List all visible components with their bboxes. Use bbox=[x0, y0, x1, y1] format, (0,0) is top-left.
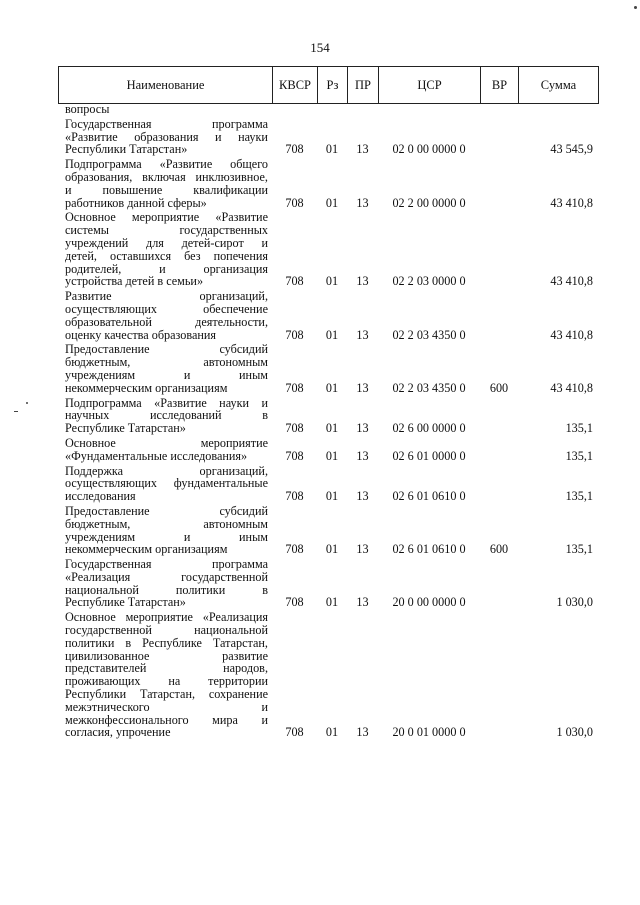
column-header-vr: ВР bbox=[481, 67, 519, 104]
word: и bbox=[261, 699, 268, 714]
name-line: Республике Татарстан» bbox=[65, 421, 186, 436]
word: организаций, bbox=[199, 289, 268, 304]
csr-cell: 20 0 01 0000 0 bbox=[392, 725, 466, 740]
pr-cell: 13 bbox=[356, 327, 369, 342]
word: системы bbox=[65, 223, 109, 238]
word: «Развитие bbox=[215, 210, 268, 225]
word: без bbox=[184, 248, 201, 263]
word: Поддержка bbox=[65, 463, 124, 478]
column-header-kvsr: КВСР bbox=[273, 67, 318, 104]
kvsr-cell: 708 bbox=[285, 489, 304, 504]
rz-cell: 01 bbox=[325, 142, 339, 157]
word: на bbox=[168, 674, 181, 689]
name-line bbox=[65, 518, 268, 531]
word: национальной bbox=[65, 582, 139, 597]
name-line: согласия, упрочение bbox=[65, 725, 171, 740]
word: учреждений bbox=[65, 235, 129, 250]
rz-cell: 01 bbox=[325, 542, 339, 557]
word: в bbox=[262, 582, 268, 597]
word: иным bbox=[239, 367, 268, 382]
name-line bbox=[65, 437, 268, 450]
word: общего bbox=[230, 157, 268, 172]
word: народов, bbox=[223, 661, 268, 676]
kvsr-cell: 708 bbox=[285, 725, 304, 740]
name-line bbox=[65, 171, 268, 184]
sum-cell: 43 545,9 bbox=[550, 142, 593, 157]
sum-cell: 135,1 bbox=[565, 448, 593, 463]
row-name bbox=[58, 558, 272, 609]
carry-over-row bbox=[58, 103, 603, 116]
pr-cell: 13 bbox=[356, 195, 369, 210]
name-line: Республики Татарстан» bbox=[65, 142, 188, 157]
scan-speck bbox=[26, 402, 28, 404]
word: межконфессионального bbox=[65, 712, 189, 727]
word: родителей, bbox=[65, 261, 122, 276]
name-line bbox=[65, 637, 268, 650]
word: мероприятие bbox=[131, 210, 200, 225]
rz-cell: 01 bbox=[325, 327, 339, 342]
pr-cell: 13 bbox=[356, 489, 369, 504]
table-row bbox=[58, 158, 603, 209]
column-header-pr: ПР bbox=[348, 67, 379, 104]
rz-cell: 01 bbox=[325, 725, 339, 740]
name-line: некоммерческим организациям bbox=[65, 542, 228, 557]
name-line bbox=[65, 250, 268, 263]
word: государственных bbox=[179, 223, 268, 238]
rz-cell: 01 bbox=[325, 595, 339, 610]
rz-cell: 01 bbox=[325, 489, 339, 504]
csr-cell: 02 6 01 0610 0 bbox=[392, 542, 466, 557]
column-header-rz: Рз bbox=[318, 67, 348, 104]
name-line bbox=[65, 701, 268, 714]
name-line bbox=[65, 505, 268, 518]
word: попечения bbox=[213, 248, 268, 263]
column-header-csr: ЦСР bbox=[379, 67, 481, 104]
row-name bbox=[58, 103, 272, 116]
table-row bbox=[58, 465, 603, 503]
csr-cell: 02 2 03 4350 0 bbox=[392, 327, 466, 342]
row-name bbox=[58, 158, 272, 209]
word: обеспечение bbox=[203, 301, 268, 316]
sum-cell: 135,1 bbox=[565, 489, 593, 504]
row-name bbox=[58, 505, 272, 556]
name-line: исследования bbox=[65, 489, 136, 504]
sum-cell: 1 030,0 bbox=[556, 595, 593, 610]
kvsr-cell: 708 bbox=[285, 195, 304, 210]
word: и bbox=[261, 235, 268, 250]
table-row bbox=[58, 397, 603, 435]
word: бюджетным, bbox=[65, 516, 131, 531]
rz-cell: 01 bbox=[325, 421, 339, 436]
word: субсидий bbox=[219, 503, 268, 518]
pr-cell: 13 bbox=[356, 448, 369, 463]
row-name bbox=[58, 118, 272, 156]
word: и bbox=[65, 182, 72, 197]
word: учреждениям bbox=[65, 529, 136, 544]
word: повышение bbox=[102, 182, 163, 197]
name-line: некоммерческим организациям bbox=[65, 380, 228, 395]
word: программа bbox=[212, 557, 268, 572]
word: организаций, bbox=[199, 463, 268, 478]
kvsr-cell: 708 bbox=[285, 142, 304, 157]
word: Государственная bbox=[65, 557, 152, 572]
sum-cell: 43 410,8 bbox=[550, 274, 593, 289]
word: исследований bbox=[150, 408, 222, 423]
pr-cell: 13 bbox=[356, 595, 369, 610]
word: образования bbox=[134, 129, 199, 144]
name-line bbox=[65, 688, 268, 701]
name-line: Республике Татарстан» bbox=[65, 595, 186, 610]
word: «Развитие bbox=[154, 395, 207, 410]
pr-cell: 13 bbox=[356, 542, 369, 557]
csr-cell: 02 2 03 4350 0 bbox=[392, 380, 466, 395]
word: и bbox=[261, 712, 268, 727]
rz-cell: 01 bbox=[325, 274, 339, 289]
kvsr-cell: 708 bbox=[285, 274, 304, 289]
sum-cell: 43 410,8 bbox=[550, 327, 593, 342]
word: «Развитие bbox=[65, 129, 118, 144]
rz-cell: 01 bbox=[325, 448, 339, 463]
csr-cell: 20 0 00 0000 0 bbox=[392, 595, 466, 610]
word: фундаментальные bbox=[173, 476, 268, 491]
word: «Развитие bbox=[159, 157, 213, 172]
name-line: устройства детей в семьи» bbox=[65, 274, 204, 289]
word: Предоставление bbox=[65, 503, 150, 518]
word: организация bbox=[203, 261, 268, 276]
word: субсидий bbox=[219, 342, 268, 357]
rz-cell: 01 bbox=[325, 195, 339, 210]
row-name bbox=[58, 290, 272, 341]
word: и bbox=[215, 129, 222, 144]
sum-cell: 43 410,8 bbox=[550, 195, 593, 210]
column-header-name: Наименование bbox=[59, 67, 273, 104]
word: цивилизованное bbox=[65, 648, 150, 663]
vr-cell: 600 bbox=[489, 542, 509, 557]
word: оставшихся bbox=[109, 248, 172, 263]
kvsr-cell: 708 bbox=[285, 595, 304, 610]
word: Основное bbox=[65, 610, 116, 625]
kvsr-cell: 708 bbox=[285, 542, 304, 557]
word: политики bbox=[175, 582, 226, 597]
scan-speck bbox=[634, 6, 637, 9]
csr-cell: 02 0 00 0000 0 bbox=[392, 142, 466, 157]
row-name bbox=[58, 611, 272, 739]
word: научных bbox=[65, 408, 110, 423]
scan-speck bbox=[14, 411, 18, 412]
table-row bbox=[58, 437, 603, 463]
csr-cell: 02 6 00 0000 0 bbox=[392, 421, 466, 436]
pr-cell: 13 bbox=[356, 421, 369, 436]
word: Республике bbox=[142, 635, 202, 650]
word: в bbox=[262, 408, 268, 423]
table-row bbox=[58, 118, 603, 156]
name-line bbox=[65, 369, 268, 382]
word: межэтнического bbox=[65, 699, 150, 714]
word: программа bbox=[212, 116, 268, 131]
word: науки bbox=[238, 129, 268, 144]
table-row bbox=[58, 211, 603, 288]
csr-cell: 02 2 00 0000 0 bbox=[392, 195, 466, 210]
word: Основное bbox=[65, 435, 116, 450]
row-name bbox=[58, 343, 272, 394]
word: проживающих bbox=[65, 674, 141, 689]
name-line bbox=[65, 316, 268, 329]
word: представителей bbox=[65, 661, 147, 676]
name-line bbox=[65, 624, 268, 637]
word: Предоставление bbox=[65, 342, 150, 357]
table-row bbox=[58, 505, 603, 556]
word: и bbox=[159, 261, 166, 276]
word: сохранение bbox=[208, 687, 268, 702]
word: политики bbox=[65, 635, 115, 650]
name-line: «Фундаментальные исследования» bbox=[65, 448, 248, 463]
sum-cell: 1 030,0 bbox=[556, 725, 593, 740]
word: инклюзивное, bbox=[195, 169, 268, 184]
word: Республики bbox=[65, 687, 127, 702]
table-row bbox=[58, 290, 603, 341]
word: для bbox=[146, 235, 164, 250]
word: мероприятие bbox=[125, 610, 193, 625]
name-line bbox=[65, 237, 268, 250]
pr-cell: 13 bbox=[356, 725, 369, 740]
word: иным bbox=[239, 529, 268, 544]
word: детей, bbox=[65, 248, 97, 263]
csr-cell: 02 6 01 0000 0 bbox=[392, 448, 466, 463]
word: мира bbox=[212, 712, 238, 727]
word: науки bbox=[219, 395, 250, 410]
name-line bbox=[65, 118, 268, 131]
word: учреждениям bbox=[65, 367, 136, 382]
word: и bbox=[183, 367, 191, 382]
word: Подпрограмма bbox=[65, 395, 142, 410]
word: территории bbox=[208, 674, 268, 689]
name-line bbox=[65, 303, 268, 316]
word: бюджетным, bbox=[65, 355, 131, 370]
kvsr-cell: 708 bbox=[285, 448, 304, 463]
word: автономным bbox=[203, 516, 268, 531]
sum-cell: 43 410,8 bbox=[550, 380, 593, 395]
kvsr-cell: 708 bbox=[285, 327, 304, 342]
word: и bbox=[261, 395, 268, 410]
pr-cell: 13 bbox=[356, 142, 369, 157]
table-row bbox=[58, 611, 603, 739]
table-row bbox=[58, 343, 603, 394]
vr-cell: 600 bbox=[489, 380, 509, 395]
word: государственной bbox=[181, 569, 268, 584]
word: Подпрограмма bbox=[65, 157, 142, 172]
word: включая bbox=[142, 169, 186, 184]
name-line bbox=[65, 558, 268, 571]
word: «Реализация bbox=[65, 569, 131, 584]
word: образования, bbox=[65, 169, 133, 184]
word: детей-сирот bbox=[181, 235, 244, 250]
word: Развитие bbox=[65, 289, 112, 304]
word: квалификации bbox=[193, 182, 268, 197]
word: осуществляющих bbox=[65, 476, 157, 491]
kvsr-cell: 708 bbox=[285, 421, 304, 436]
pr-cell: 13 bbox=[356, 274, 369, 289]
row-name bbox=[58, 211, 272, 288]
csr-cell: 02 6 01 0610 0 bbox=[392, 489, 466, 504]
rz-cell: 01 bbox=[325, 380, 339, 395]
name-line: вопросы bbox=[65, 102, 110, 116]
word: Основное bbox=[65, 210, 116, 225]
word: автономным bbox=[203, 355, 268, 370]
sum-cell: 135,1 bbox=[565, 421, 593, 436]
word: в bbox=[125, 635, 132, 650]
csr-cell: 02 2 03 0000 0 bbox=[392, 274, 466, 289]
column-header-sum: Сумма bbox=[519, 67, 599, 104]
word: развитие bbox=[222, 648, 268, 663]
page-number: 154 bbox=[310, 40, 330, 55]
word: мероприятие bbox=[200, 435, 268, 450]
word: образовательной bbox=[65, 314, 152, 329]
table-header bbox=[58, 66, 599, 104]
word: «Реализация bbox=[202, 610, 268, 625]
row-name bbox=[58, 397, 272, 435]
row-name bbox=[58, 465, 272, 503]
word: Татарстан, bbox=[139, 687, 196, 702]
name-line bbox=[65, 184, 268, 197]
word: Татарстан, bbox=[212, 635, 268, 650]
pr-cell: 13 bbox=[356, 380, 369, 395]
word: и bbox=[183, 529, 191, 544]
word: государственной bbox=[65, 623, 152, 638]
word: Государственная bbox=[65, 116, 152, 131]
name-line: оценку качества образования bbox=[65, 327, 217, 342]
table-row bbox=[58, 558, 603, 609]
word: деятельности, bbox=[195, 314, 268, 329]
table-body bbox=[58, 103, 603, 739]
name-line: работников данной сферы» bbox=[65, 195, 207, 210]
kvsr-cell: 708 bbox=[285, 380, 304, 395]
sum-cell: 135,1 bbox=[565, 542, 593, 557]
word: осуществляющих bbox=[65, 301, 157, 316]
row-name bbox=[58, 437, 272, 463]
name-line bbox=[65, 571, 268, 584]
word: национальной bbox=[194, 623, 268, 638]
